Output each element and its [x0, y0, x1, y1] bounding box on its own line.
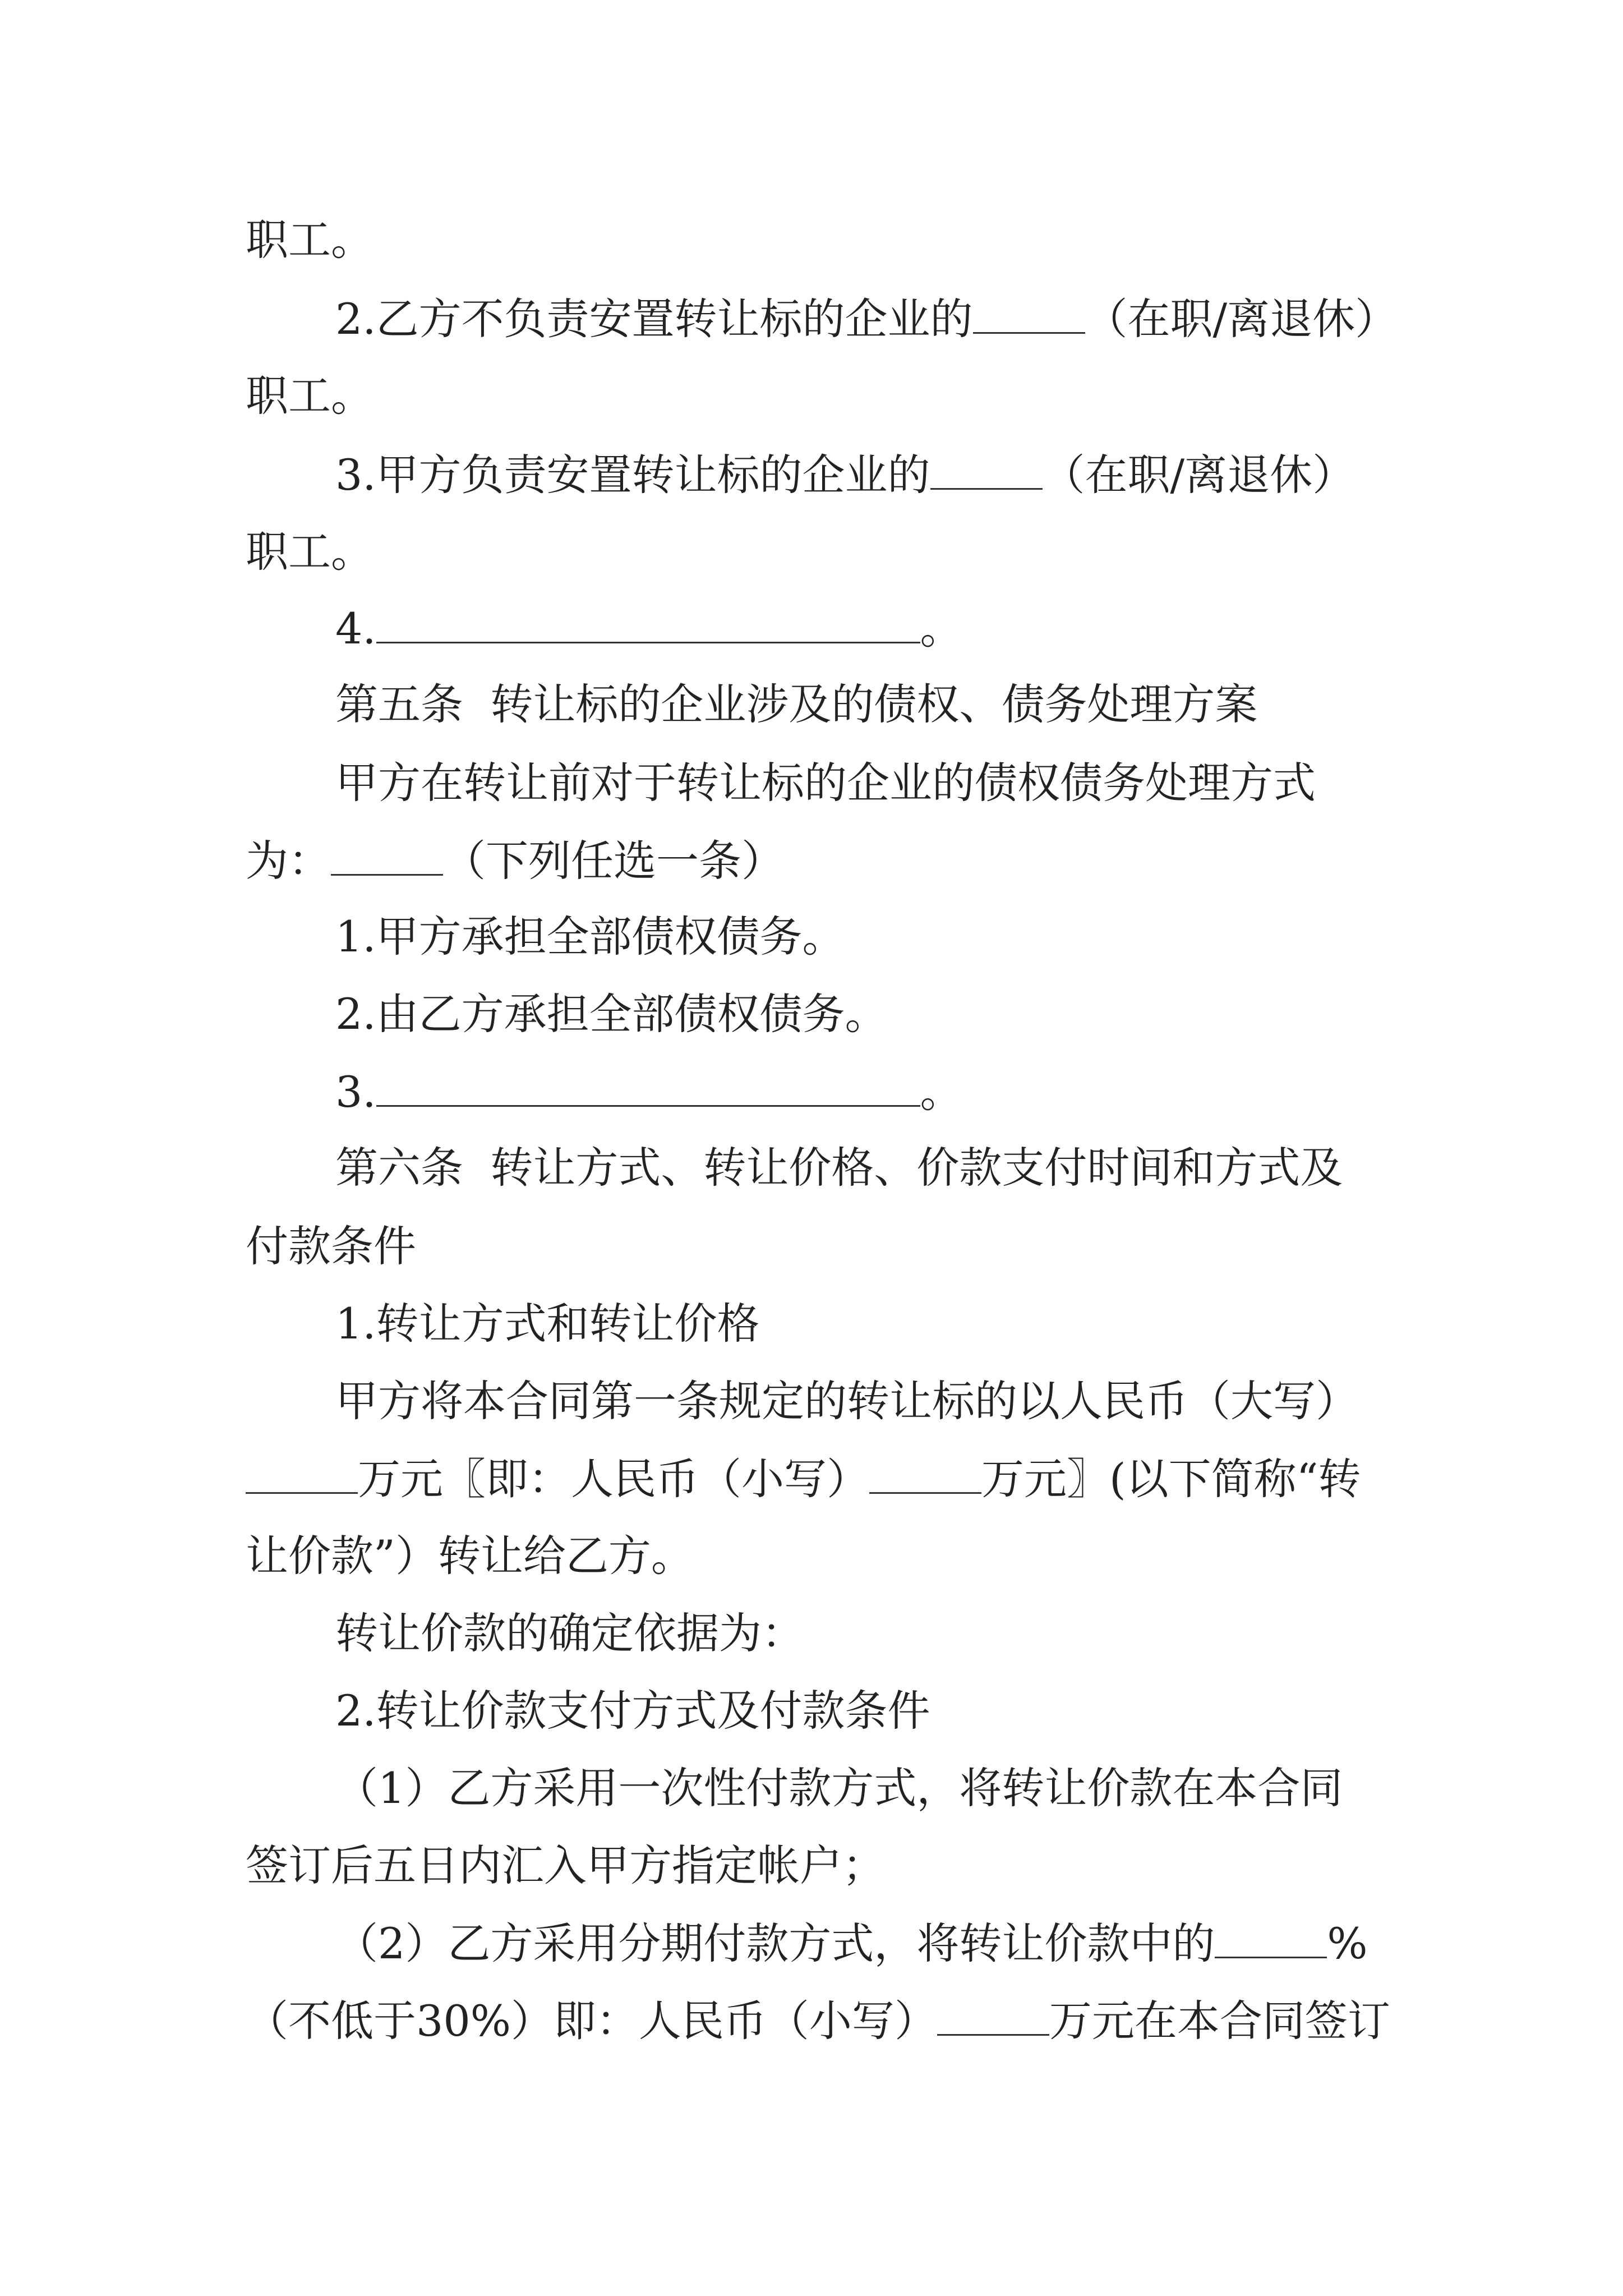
- text-line: 职工。: [246, 527, 374, 577]
- text-line: （不低于30%）即：人民币（小写） 万元在本合同签订: [246, 1996, 1390, 2046]
- fill-blank: [1215, 1922, 1327, 1958]
- fill-blank: [973, 297, 1085, 334]
- text-line: 甲方将本合同第一条规定的转让标的以人民币（大写）: [335, 1376, 1358, 1426]
- text-line: 职工。: [246, 215, 374, 265]
- text-line: 甲方在转让前对于转让标的企业的债权债务处理方式: [335, 758, 1316, 808]
- text-line: 职工。: [246, 371, 374, 421]
- text-line: （2）乙方采用分期付款方式，将转让价款中的 %: [335, 1918, 1368, 1968]
- text-line: 2.乙方不负责安置转让标的企业的 （在职/离退休）: [335, 294, 1398, 344]
- fill-blank: [376, 1070, 920, 1107]
- article-heading: 第五条 转让标的企业涉及的债权、债务处理方案: [335, 679, 1258, 729]
- fill-blank: [869, 1457, 981, 1494]
- text-line: 1.转让方式和转让价格: [335, 1299, 760, 1349]
- text-line: 万元〖即：人民币（小写） 万元〗(以下简称“转: [246, 1457, 1361, 1501]
- text-line: 2.由乙方承担全部债权债务。: [335, 989, 888, 1039]
- text-line: （1）乙方采用一次性付款方式，将转让价款在本合同: [335, 1763, 1343, 1813]
- text-line: 1.甲方承担全部债权债务。: [335, 912, 845, 961]
- text-line: 签订后五日内汇入甲方指定帐户；: [246, 1841, 885, 1890]
- text-line: 为： （下列任选一条）: [246, 836, 784, 886]
- article-heading: 第六条 转让方式、转让价格、价款支付时间和方式及: [335, 1143, 1343, 1193]
- text-line: 付款条件: [246, 1221, 416, 1271]
- fill-blank: [930, 453, 1043, 490]
- text-line: 3. 。: [335, 1067, 963, 1117]
- fill-blank: [331, 839, 443, 876]
- fill-blank: [246, 1457, 358, 1494]
- text-line: 3.甲方负责安置转让标的企业的 （在职/离退休）: [335, 450, 1355, 500]
- text-line: 转让价款的确定依据为：: [335, 1608, 804, 1658]
- fill-blank: [937, 1999, 1049, 2036]
- text-line: 4. 。: [335, 604, 963, 654]
- text-line: 让价款”）转让给乙方。: [246, 1531, 694, 1581]
- fill-blank: [376, 607, 920, 643]
- text-line: 2.转让价款支付方式及付款条件: [335, 1686, 930, 1736]
